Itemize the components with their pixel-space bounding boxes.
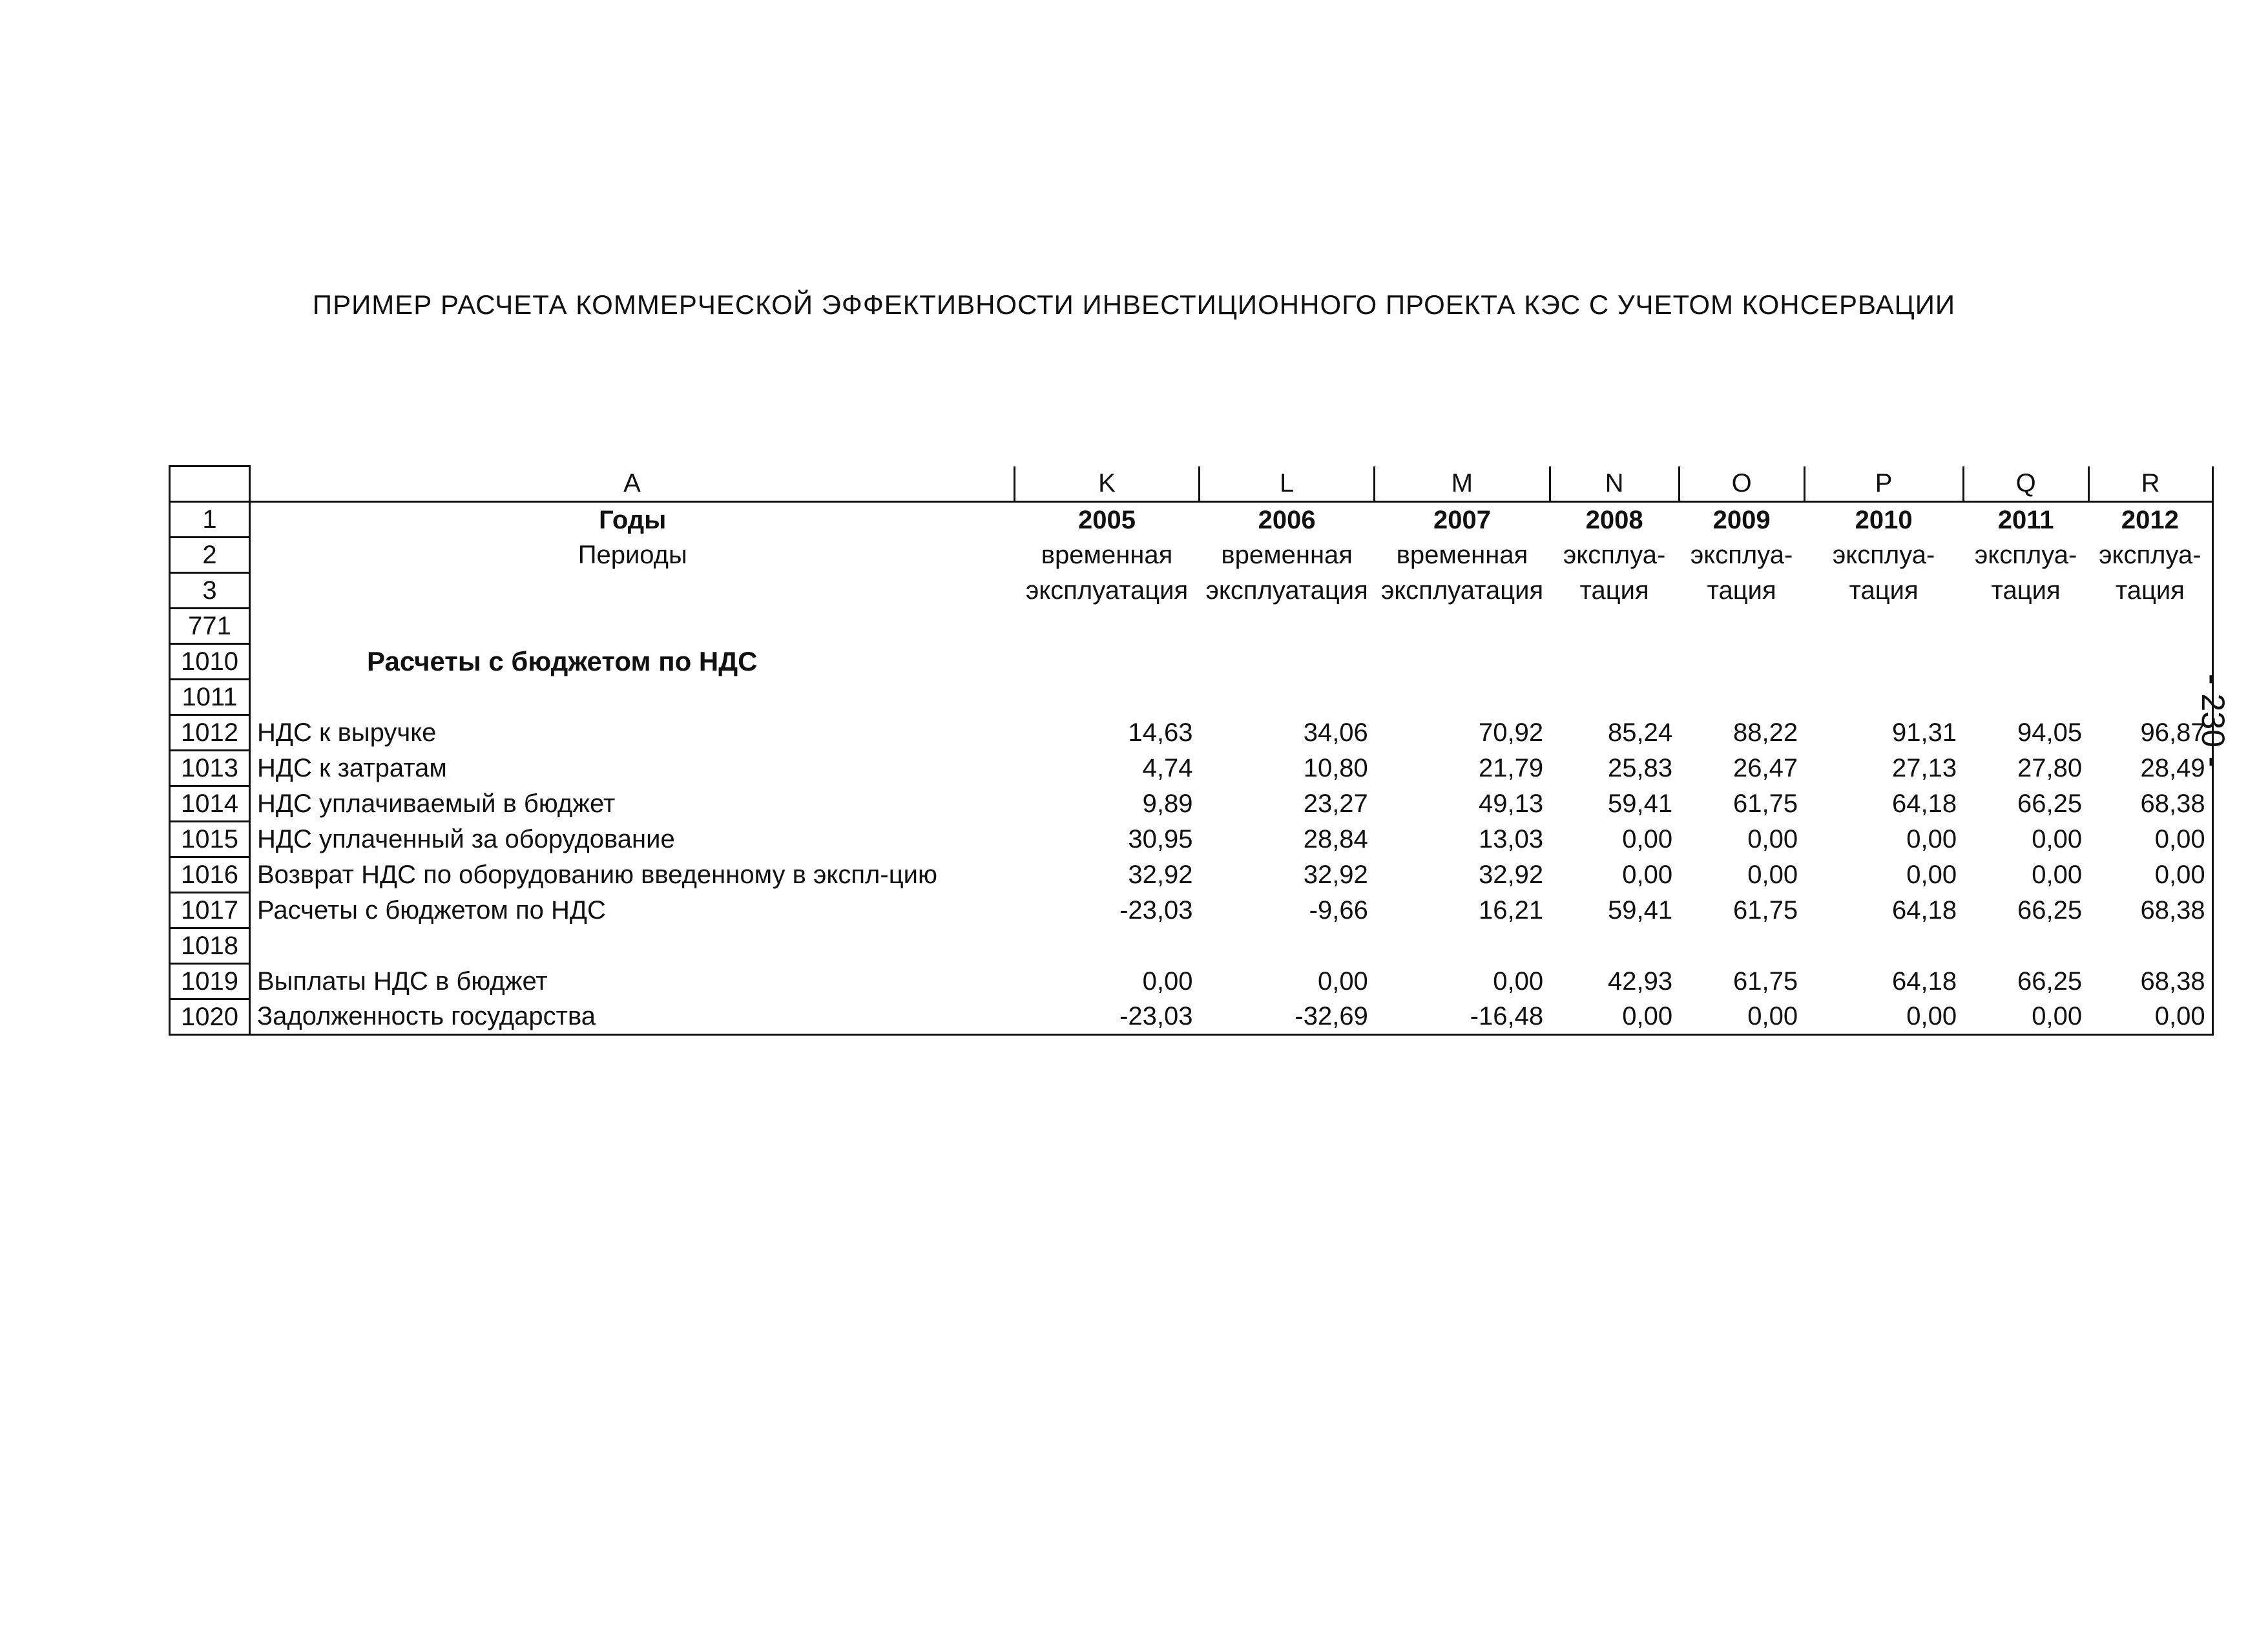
value-cell: 96,87 — [2088, 715, 2212, 751]
column-header: N — [1550, 466, 1679, 502]
value-cell: 26,47 — [1733, 754, 1798, 782]
value-cell: 59,41 — [1608, 789, 1673, 818]
value-cell: 64,18 — [1892, 967, 1957, 996]
table-row — [170, 715, 2213, 751]
table-row — [170, 857, 2213, 893]
value-cell: 32,92 — [1303, 861, 1368, 889]
value-cell: 16,21 — [1479, 896, 1544, 924]
value-cell: 88,22 — [1733, 718, 1798, 747]
table-row — [170, 786, 2213, 822]
year-cell: 2005 — [1078, 505, 1136, 534]
value-cell: 32,92 — [1479, 861, 1544, 889]
value-cell: 0,00 — [1679, 999, 1804, 1035]
period-cell: временная — [1221, 541, 1353, 569]
year-cell: 2011 — [1997, 505, 2054, 534]
year-cell: 2009 — [1712, 505, 1771, 534]
empty-cell — [250, 609, 2089, 644]
row-number: 1015 — [170, 822, 250, 857]
row-number: 1017 — [170, 893, 250, 928]
empty-cell — [2088, 928, 2212, 964]
row-label: Расчеты с бюджетом по НДС — [250, 893, 1015, 928]
section-title: Расчеты с бюджетом по НДС — [250, 644, 2089, 680]
corner-cell — [170, 466, 250, 502]
period-cell: тация — [1707, 576, 1776, 605]
value-cell: 68,38 — [2088, 786, 2212, 822]
document-title: ПРИМЕР РАСЧЕТА КОММЕРЧЕСКОЙ ЭФФЕКТИВНОСТИ ИНВЕСТИЦИОННОГО ПРОЕКТА КЭС С УЧЕТОМ КОНСЕРВАЦИИ — [312, 289, 1956, 320]
value-cell: 0,00 — [1906, 825, 1957, 853]
period-cell: тация — [1579, 576, 1649, 605]
row-number: 1010 — [170, 644, 250, 680]
column-header-row — [170, 466, 2213, 502]
value-cell: 0,00 — [1747, 825, 1798, 853]
value-cell: 23,27 — [1303, 789, 1368, 818]
value-cell: 66,25 — [2017, 789, 2083, 818]
row-number: 1019 — [170, 964, 250, 999]
periods-row-continued — [170, 573, 2213, 609]
period-cell: эксплуатация — [1380, 576, 1544, 605]
row-number: 1020 — [170, 999, 250, 1035]
value-cell: 91,31 — [1892, 718, 1957, 747]
periods-row — [170, 538, 2213, 573]
value-cell: -23,03 — [1119, 896, 1193, 924]
value-cell: 61,75 — [1733, 896, 1798, 924]
value-cell: -9,66 — [1309, 896, 1368, 924]
column-header: P — [1804, 466, 1963, 502]
year-cell: 2012 — [2088, 502, 2212, 538]
row-label: Периоды — [250, 538, 1015, 573]
empty-cell — [2088, 609, 2212, 644]
year-cell: 2006 — [1258, 505, 1316, 534]
period-cell: эксплуа- — [2088, 538, 2212, 573]
row-number: 771 — [170, 609, 250, 644]
value-cell: 61,75 — [1733, 789, 1798, 818]
value-cell: 32,92 — [1128, 861, 1193, 889]
row-label — [250, 573, 1015, 609]
row-number: 3 — [170, 573, 250, 609]
row-number: 1011 — [170, 680, 250, 715]
empty-cell — [2088, 680, 2212, 715]
year-cell: 2008 — [1585, 505, 1643, 534]
value-cell: 94,05 — [2017, 718, 2083, 747]
column-header: L — [1200, 466, 1375, 502]
row-number: 2 — [170, 538, 250, 573]
value-cell: 28,49 — [2088, 751, 2212, 786]
period-cell: тация — [1849, 576, 1919, 605]
period-cell: тация — [1991, 576, 2061, 605]
column-header: A — [250, 466, 1015, 502]
table-row — [170, 751, 2213, 786]
row-number: 1013 — [170, 751, 250, 786]
row-label: НДС уплаченный за оборудование — [250, 822, 1015, 857]
empty-cell — [250, 680, 2089, 715]
value-cell: 0,00 — [1804, 999, 1963, 1035]
value-cell: 66,25 — [2017, 896, 2083, 924]
table-row — [170, 964, 2213, 999]
value-cell: -32,69 — [1200, 999, 1375, 1035]
value-cell: 0,00 — [1622, 861, 1673, 889]
value-cell: 34,06 — [1303, 718, 1368, 747]
value-cell: 0,00 — [1550, 999, 1679, 1035]
row-label: НДС к выручке — [250, 715, 1015, 751]
value-cell: -23,03 — [1015, 999, 1200, 1035]
value-cell: 13,03 — [1479, 825, 1544, 853]
value-cell: 64,18 — [1892, 789, 1957, 818]
period-cell: эксплуатация — [1025, 576, 1189, 605]
value-cell: 30,95 — [1128, 825, 1193, 853]
row-label: НДС уплачиваемый в бюджет — [250, 786, 1015, 822]
row-number: 1016 — [170, 857, 250, 893]
value-cell: 64,18 — [1892, 896, 1957, 924]
year-cell: 2007 — [1433, 505, 1491, 534]
value-cell: 27,80 — [2017, 754, 2083, 782]
period-cell: эксплуатация — [1205, 576, 1368, 605]
spreadsheet-table — [169, 465, 2214, 1036]
value-cell: 0,00 — [2088, 857, 2212, 893]
page-number: - 230 - — [2195, 674, 2231, 768]
value-cell: 0,00 — [2088, 822, 2212, 857]
value-cell: 0,00 — [1317, 967, 1368, 996]
empty-row — [170, 928, 2213, 964]
row-label: Выплаты НДС в бюджет — [250, 964, 1015, 999]
value-cell: 25,83 — [1608, 754, 1673, 782]
value-cell: 10,80 — [1303, 754, 1368, 782]
empty-cell — [2088, 644, 2212, 680]
period-cell: эксплуа- — [1974, 541, 2077, 569]
period-cell: эксплуа- — [1832, 541, 1935, 569]
row-label: Задолженность государства — [250, 999, 1015, 1035]
value-cell: 28,84 — [1303, 825, 1368, 853]
value-cell: -16,48 — [1375, 999, 1550, 1035]
value-cell: 70,92 — [1479, 718, 1544, 747]
column-header: O — [1679, 466, 1804, 502]
value-cell: 42,93 — [1608, 967, 1673, 996]
period-cell: временная — [1396, 541, 1528, 569]
value-cell: 61,75 — [1733, 967, 1798, 996]
value-cell: 68,38 — [2088, 964, 2212, 999]
column-header: R — [2088, 466, 2212, 502]
value-cell: 0,00 — [2032, 861, 2083, 889]
years-row — [170, 502, 2213, 538]
period-cell: временная — [1041, 541, 1173, 569]
year-cell: 2010 — [1855, 505, 1913, 534]
period-cell: эксплуа- — [1563, 541, 1666, 569]
empty-row — [170, 609, 2213, 644]
value-cell: 68,38 — [2088, 893, 2212, 928]
value-cell: 9,89 — [1142, 789, 1193, 818]
row-number: 1 — [170, 502, 250, 538]
value-cell: 4,74 — [1142, 754, 1193, 782]
value-cell: 21,79 — [1479, 754, 1544, 782]
value-cell: 0,00 — [2088, 999, 2212, 1035]
column-header: K — [1015, 466, 1200, 502]
row-number: 1018 — [170, 928, 250, 964]
value-cell: 66,25 — [2017, 967, 2083, 996]
value-cell: 0,00 — [1493, 967, 1544, 996]
value-cell: 49,13 — [1479, 789, 1544, 818]
empty-row — [170, 680, 2213, 715]
value-cell: 59,41 — [1608, 896, 1673, 924]
row-label: НДС к затратам — [250, 751, 1015, 786]
column-header: M — [1375, 466, 1550, 502]
empty-cell — [250, 928, 2089, 964]
column-header: Q — [1963, 466, 2088, 502]
value-cell: 0,00 — [2032, 825, 2083, 853]
row-number: 1014 — [170, 786, 250, 822]
row-label: Возврат НДС по оборудованию введенному в экспл-цию — [250, 857, 1015, 893]
value-cell: 0,00 — [1142, 967, 1193, 996]
period-cell: эксплуа- — [1690, 541, 1793, 569]
period-cell: тация — [2088, 573, 2212, 609]
section-row — [170, 644, 2213, 680]
table-row — [170, 999, 2213, 1035]
value-cell: 0,00 — [1622, 825, 1673, 853]
value-cell: 27,13 — [1892, 754, 1957, 782]
value-cell: 0,00 — [1906, 861, 1957, 889]
value-cell: 14,63 — [1128, 718, 1193, 747]
table-row — [170, 822, 2213, 857]
value-cell: 0,00 — [1963, 999, 2088, 1035]
row-number: 1012 — [170, 715, 250, 751]
row-label: Годы — [250, 502, 1015, 538]
value-cell: 85,24 — [1608, 718, 1673, 747]
value-cell: 0,00 — [1747, 861, 1798, 889]
table-row — [170, 893, 2213, 928]
